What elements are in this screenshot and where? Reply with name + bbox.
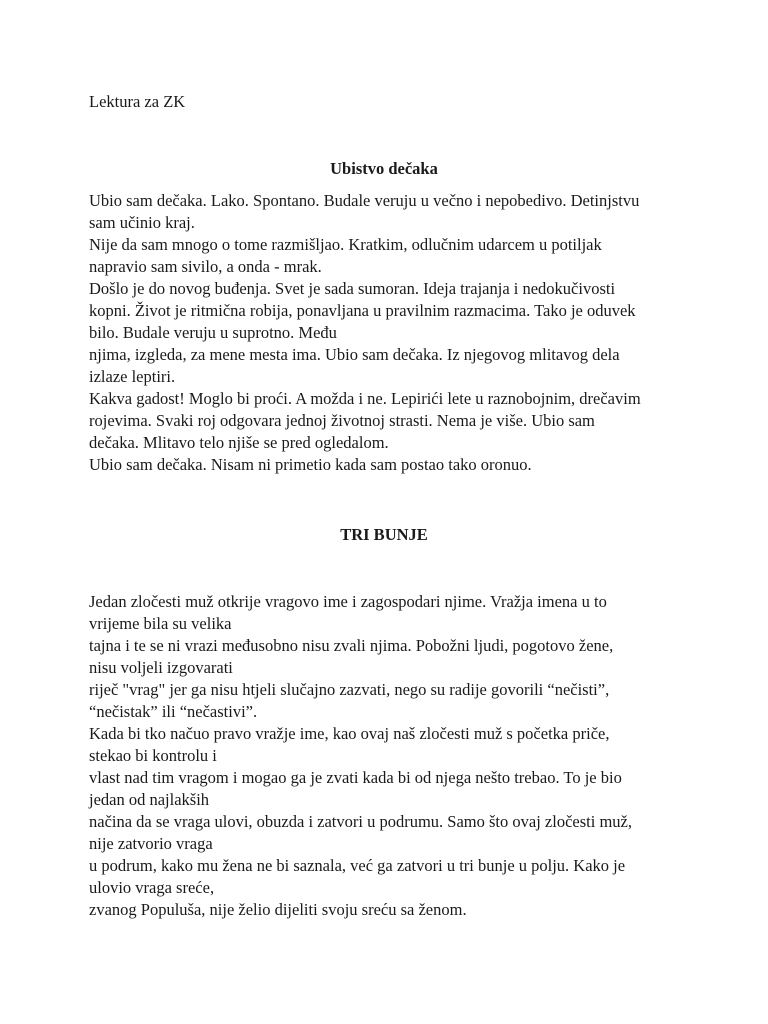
story-body-tri-bunje	[89, 591, 689, 921]
text-line: zvanog Populuša, nije želio dijeliti svoju sreću sa ženom.	[89, 900, 467, 919]
text-line: sam učinio kraj.	[89, 213, 195, 232]
text-line: načina da se vraga ulovi, obuzda i zatvori u podrumu. Samo što ovaj zločesti muž,	[89, 812, 632, 831]
story-title-tri-bunje: TRI BUNJE	[340, 525, 428, 544]
text-line: jedan od najlakših	[89, 790, 210, 809]
text-line: ulovio vraga sreće,	[89, 878, 215, 897]
text-line: Nije da sam mnogo o tome razmišljao. Kratkim, odlučnim udarcem u potiljak	[89, 235, 602, 254]
text-line: vlast nad tim vragom i mogao ga je zvati kada bi od njega nešto trebao. To je bio	[89, 768, 622, 787]
text-line: Jedan zločesti muž otkrije vragovo ime i zagospodari njime. Vražja imena u to	[89, 592, 607, 611]
text-line: njima, izgleda, za mene mesta ima. Ubio sam dečaka. Iz njegovog mlitavog dela	[89, 345, 620, 364]
text-line: kopni. Život je ritmična robija, ponavljana u pravilnim razmacima. Tako je oduvek	[89, 301, 636, 320]
text-line: nisu voljeli izgovarati	[89, 658, 233, 677]
text-line: tajna i te se ni vrazi međusobno nisu zvali njima. Pobožni ljudi, pogotovo žene,	[89, 636, 614, 655]
story-title-ubistvo: Ubistvo dečaka	[330, 159, 438, 178]
text-line: Ubio sam dečaka. Lako. Spontano. Budale veruju u večno i nepobedivo. Detinjstvu	[89, 191, 640, 210]
document-header: Lektura za ZK	[89, 92, 186, 111]
text-line: izlaze leptiri.	[89, 367, 176, 386]
text-line: bilo. Budale veruju u suprotno. Među	[89, 323, 337, 342]
text-line: napravio sam sivilo, a onda - mrak.	[89, 257, 322, 276]
text-line: Došlo je do novog buđenja. Svet je sada sumoran. Ideja trajanja i nedokučivosti	[89, 279, 616, 298]
text-line: vrijeme bila su velika	[89, 614, 232, 633]
text-line: “nečistak” ili “nečastivi”.	[89, 702, 258, 721]
text-line: dečaka. Mlitavo telo njiše se pred ogledalom.	[89, 433, 389, 452]
text-line: Kada bi tko načuo pravo vražje ime, kao ovaj naš zločesti muž s početka priče,	[89, 724, 610, 743]
story-body-ubistvo	[89, 190, 689, 476]
text-line: u podrum, kako mu žena ne bi saznala, već ga zatvori u tri bunje u polju. Kako je	[89, 856, 626, 875]
text-line: Ubio sam dečaka. Nisam ni primetio kada sam postao tako oronuo.	[89, 455, 532, 474]
text-line: nije zatvorio vraga	[89, 834, 213, 853]
text-line: riječ "vrag" jer ga nisu htjeli slučajno zazvati, nego su radije govorili “nečisti”,	[89, 680, 610, 699]
text-line: rojevima. Svaki roj odgovara jednoj životnoj strasti. Nema je više. Ubio sam	[89, 411, 595, 430]
text-line: stekao bi kontrolu i	[89, 746, 217, 765]
text-line: Kakva gadost! Moglo bi proći. A možda i ne. Lepirići lete u raznobojnim, drečavim	[89, 389, 641, 408]
